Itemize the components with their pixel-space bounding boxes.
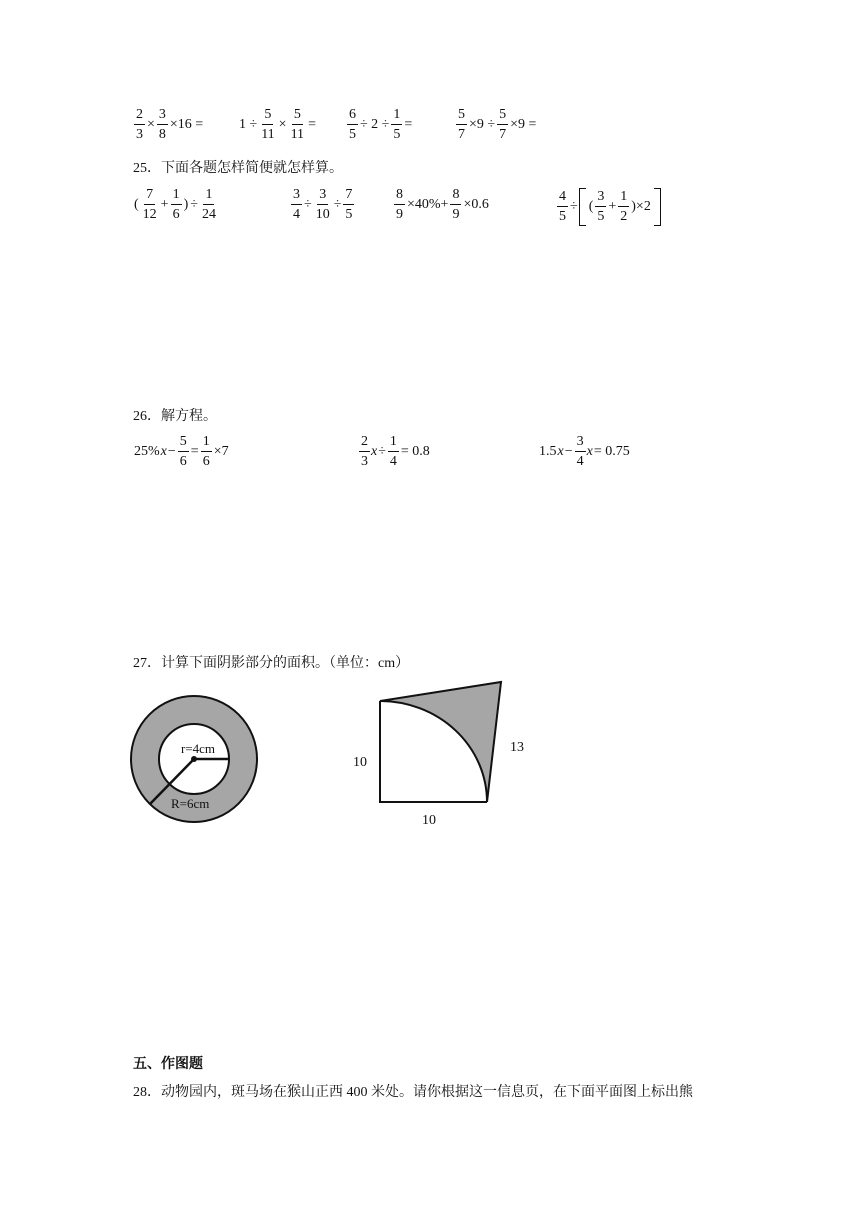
fraction: $\frac{5}{7}$: [499, 107, 507, 142]
right-side-label: 13: [510, 740, 524, 755]
left-square-bracket: [579, 188, 586, 226]
fraction: $\frac{3}{4}$: [576, 434, 584, 469]
question-27-title: 27．计算下面阴影部分的面积。（单位：cm）: [133, 656, 410, 671]
expr-26-2: $\frac{2}{3}$ x ÷ $\frac{1}{4}$ = 0.8: [361, 434, 430, 469]
fraction: $\frac{7}{12}$: [142, 187, 157, 222]
fraction: $\frac{7}{5}$: [345, 187, 353, 222]
fraction: $\frac{5}{7}$: [458, 107, 465, 142]
expr-26-3: 1.5 x − $\frac{3}{4}$ x = 0.75: [539, 434, 630, 469]
left-side-label: 10: [353, 755, 367, 770]
expr-24-1: $\frac{2}{3}$ × $\frac{3}{8}$ ×16 =: [136, 107, 204, 142]
fraction: $\frac{1}{24}$: [201, 187, 216, 222]
shaded-region: [380, 682, 501, 802]
right-square-bracket: [654, 188, 661, 226]
fraction: $\frac{1}{5}$: [393, 107, 401, 142]
outer-radius-label: R=6cm: [171, 796, 210, 811]
fraction: $\frac{1}{6}$: [172, 187, 180, 222]
expr-25-4: $\frac{4}{5}$ ÷ ( $\frac{3}{5}$ + $\frac{1}{2}$ )×2: [556, 188, 661, 226]
expr-26-1: 25% x − $\frac{5}{6}$ = $\frac{1}{6}$ ×7: [134, 434, 229, 469]
expr-25-2: $\frac{3}{4}$ ÷ $\frac{3}{10}$ ÷ $\frac{7}{5}$: [293, 187, 353, 222]
fraction: $\frac{1}{4}$: [389, 434, 397, 469]
fraction: $\frac{3}{8}$: [158, 107, 166, 142]
expr-24-3: $\frac{6}{5}$ ÷ 2 ÷ $\frac{1}{5}$ =: [349, 107, 413, 142]
expr-25-1: ( $\frac{7}{12}$ + $\frac{1}{6}$ ) ÷ $\frac{1}{24}$: [134, 187, 216, 222]
bottom-side-label: 10: [422, 813, 436, 828]
expr-24-4: $\frac{5}{7}$ ×9 ÷ $\frac{5}{7}$ ×9 =: [458, 107, 537, 142]
center-dot: [191, 756, 197, 762]
fraction: $\frac{3}{10}$: [315, 187, 330, 222]
fraction: $\frac{2}{3}$: [361, 434, 368, 469]
fraction: $\frac{8}{9}$: [396, 187, 403, 222]
fraction: $\frac{4}{5}$: [559, 189, 566, 224]
question-28-text: 28．动物园内，斑马场在猴山正西 400 米处。请你根据这一信息页，在下面平面图上标出熊: [133, 1085, 693, 1100]
fraction: $\frac{5}{6}$: [179, 434, 187, 469]
fraction: $\frac{5}{11}$: [261, 107, 275, 142]
ring-figure: [128, 692, 263, 827]
fraction: $\frac{1}{6}$: [202, 434, 210, 469]
fraction: $\frac{1}{2}$: [620, 189, 628, 224]
fraction: $\frac{3}{5}$: [597, 189, 605, 224]
expr-24-2: 1 ÷ $\frac{5}{11}$ × $\frac{5}{11}$ =: [239, 107, 316, 142]
question-26-title: 26．解方程。: [133, 409, 217, 424]
inner-radius-label: r=4cm: [181, 741, 216, 756]
fraction: $\frac{3}{4}$: [293, 187, 300, 222]
fraction: $\frac{8}{9}$: [452, 187, 460, 222]
fraction: $\frac{5}{11}$: [290, 107, 305, 142]
question-25-title: 25．下面各题怎样简便就怎样算。: [133, 161, 343, 176]
expr-25-3: $\frac{8}{9}$ ×40%+ $\frac{8}{9}$ ×0.6: [396, 187, 489, 222]
section-5-heading: 五、作图题: [133, 1057, 203, 1072]
fraction: $\frac{6}{5}$: [349, 107, 356, 142]
fraction: $\frac{2}{3}$: [136, 107, 143, 142]
quadrilateral-figure: [345, 672, 535, 837]
